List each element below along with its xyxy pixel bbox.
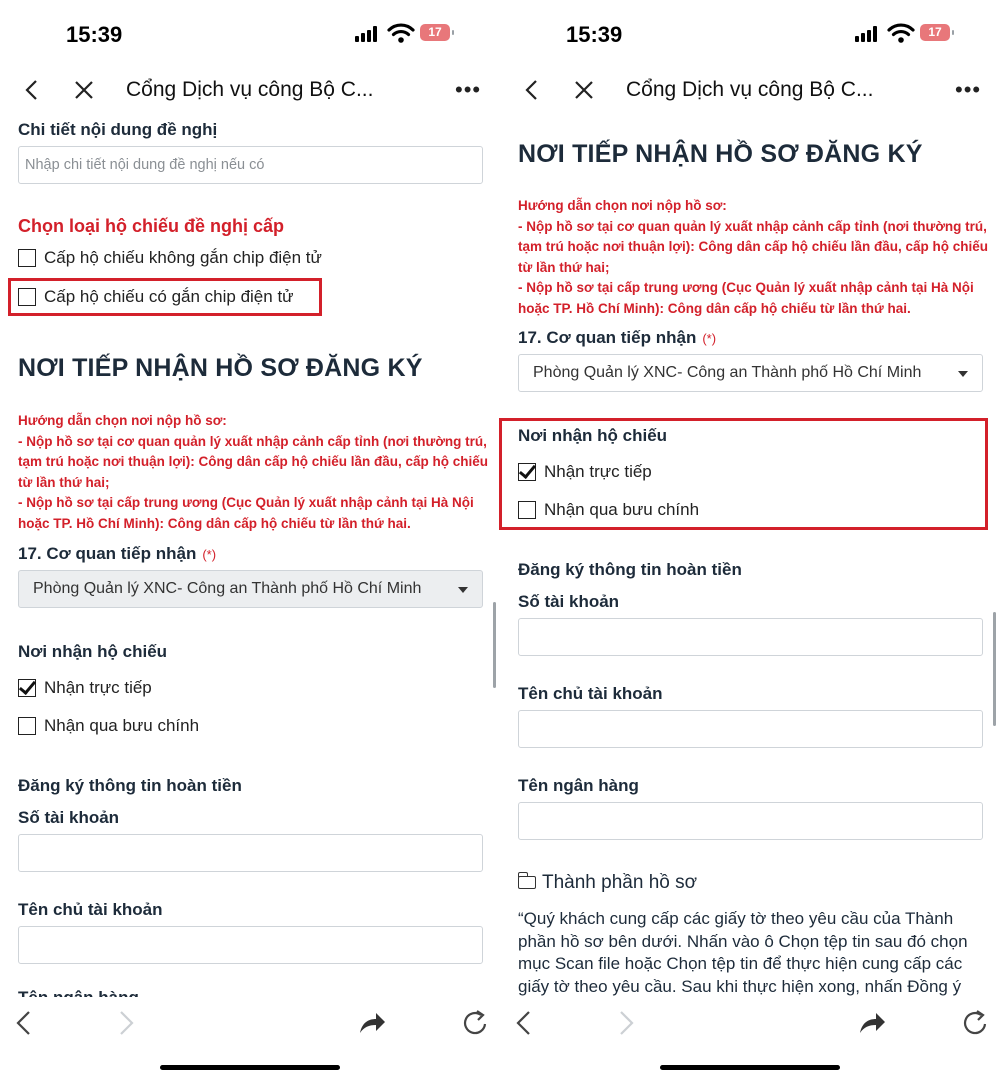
- status-bar: [0, 0, 500, 68]
- home-indicator: [660, 1065, 840, 1070]
- section-heading: NƠI TIẾP NHẬN HỒ SƠ ĐĂNG KÝ: [518, 140, 923, 168]
- documents-instructions: “Quý khách cung cấp các giấy tờ theo yêu cầu của Thành phần hồ sơ bên dưới. Nhấn vào ô Chọn tệp tin sau đó chọn mục Scan file hoặc Chọn tệp tin để thực hiện cung cấp các giấy tờ theo yêu cầu. Sau khi thực hiện xong, nhấn Đồng ý: [518, 909, 968, 996]
- form-content: [500, 112, 1000, 997]
- passport-option-no-chip[interactable]: [18, 248, 322, 268]
- account-holder-field[interactable]: [18, 926, 483, 964]
- chevron-down-icon: [458, 587, 468, 593]
- option-label: Nhận trực tiếp: [544, 462, 652, 481]
- bank-name-input[interactable]: [519, 803, 982, 839]
- wifi-icon: [388, 22, 414, 44]
- back-icon[interactable]: [18, 76, 46, 104]
- agency-select-value: Phòng Quản lý XNC- Công an Thành phố Hồ Chí Minh: [33, 580, 422, 597]
- account-number-label: Số tài khoản: [18, 808, 120, 827]
- refund-heading: Đăng ký thông tin hoàn tiền: [518, 560, 742, 579]
- browser-nav-bar: [0, 68, 500, 112]
- checkbox[interactable]: [518, 501, 536, 519]
- agency-label: 17. Cơ quan tiếp nhận (*): [18, 544, 217, 563]
- account-holder-label: Tên chủ tài khoản: [518, 684, 663, 703]
- browser-toolbar: [500, 997, 1000, 1083]
- browser-nav-bar: [500, 68, 1000, 112]
- receive-label: Nơi nhận hộ chiếu: [518, 426, 668, 445]
- wifi-icon: [888, 22, 914, 44]
- detail-input[interactable]: [19, 147, 482, 183]
- section-heading: NƠI TIẾP NHẬN HỒ SƠ ĐĂNG KÝ: [18, 354, 423, 382]
- agency-select-value: Phòng Quản lý XNC- Công an Thành phố Hồ Chí Minh: [533, 364, 922, 381]
- required-mark: (*): [702, 331, 717, 346]
- receive-option-post[interactable]: [18, 716, 199, 736]
- close-icon[interactable]: [70, 76, 98, 104]
- account-holder-input[interactable]: [519, 711, 982, 747]
- battery-icon: 17: [420, 24, 450, 41]
- account-number-field[interactable]: [518, 618, 983, 656]
- account-number-field[interactable]: [18, 834, 483, 872]
- browser-toolbar: [0, 997, 500, 1083]
- documents-heading: Thành phần hồ sơ: [518, 872, 697, 894]
- agency-label: 17. Cơ quan tiếp nhận (*): [518, 328, 717, 347]
- passport-type-heading: Chọn loại hộ chiếu đề nghị cấp: [18, 216, 285, 236]
- more-icon[interactable]: •••: [455, 77, 482, 102]
- checkbox-checked[interactable]: [18, 679, 36, 697]
- refund-heading: Đăng ký thông tin hoàn tiền: [18, 776, 242, 795]
- option-label: Nhận trực tiếp: [44, 678, 152, 697]
- option-label: Nhận qua bưu chính: [544, 500, 700, 519]
- bank-name-label: Tên ngân hàng: [518, 776, 639, 795]
- chevron-down-icon: [958, 371, 968, 377]
- more-icon[interactable]: •••: [955, 77, 982, 102]
- option-label: Cấp hộ chiếu không gắn chip điện tử: [44, 248, 322, 267]
- guide-text: Hướng dẫn chọn nơi nộp hồ sơ: - Nộp hồ sơ tại cơ quan quản lý xuất nhập cảnh cấp tỉnh (nơi thường trú, tạm trú hoặc nơi thuận lợi): Công dân cấp hộ chiếu lần đầu, cấp hộ chiếu từ lần thứ hai; - Nộp hồ sơ tại cấp trung ương (Cục Quản lý xuất nhập cảnh tại Hà Nội hoặc TP. Hồ Chí Minh): Công dân cấp hộ chiếu từ lần thứ hai.: [518, 198, 988, 316]
- agency-select[interactable]: [518, 354, 983, 392]
- battery-icon: 17: [920, 24, 950, 41]
- share-icon[interactable]: [356, 1007, 388, 1039]
- receive-label: Nơi nhận hộ chiếu: [18, 642, 168, 661]
- form-content: [0, 112, 500, 997]
- share-icon[interactable]: [856, 1007, 888, 1039]
- detail-input-field[interactable]: [18, 146, 483, 184]
- reload-icon[interactable]: [960, 1007, 992, 1039]
- clock: 15:39: [566, 22, 623, 47]
- checkbox[interactable]: [18, 288, 36, 306]
- receive-option-direct[interactable]: [18, 678, 152, 698]
- home-indicator: [160, 1065, 340, 1070]
- folder-icon: [518, 876, 536, 889]
- clock: 15:39: [66, 22, 123, 47]
- option-label: Cấp hộ chiếu có gắn chip điện tử: [44, 287, 294, 306]
- back-icon[interactable]: [518, 76, 546, 104]
- reload-icon[interactable]: [460, 1007, 492, 1039]
- page-title: Cổng Dịch vụ công Bộ C...: [126, 78, 374, 101]
- close-icon[interactable]: [570, 76, 598, 104]
- account-holder-input[interactable]: [19, 927, 482, 963]
- bank-name-field[interactable]: [518, 802, 983, 840]
- account-number-label: Số tài khoản: [518, 592, 620, 611]
- back-arrow-icon[interactable]: [8, 1007, 40, 1039]
- required-mark: (*): [202, 547, 217, 562]
- page-title: Cổng Dịch vụ công Bộ C...: [626, 78, 874, 101]
- detail-label: Chi tiết nội dung đề nghị: [18, 120, 218, 139]
- account-holder-label: Tên chủ tài khoản: [18, 900, 163, 919]
- account-number-input[interactable]: [19, 835, 482, 871]
- status-bar: [500, 0, 1000, 68]
- forward-arrow-icon[interactable]: [610, 1007, 642, 1039]
- receive-option-direct[interactable]: [518, 462, 652, 482]
- checkbox[interactable]: [18, 717, 36, 735]
- account-holder-field[interactable]: [518, 710, 983, 748]
- forward-arrow-icon[interactable]: [110, 1007, 142, 1039]
- scrollbar[interactable]: [993, 612, 996, 726]
- back-arrow-icon[interactable]: [508, 1007, 540, 1039]
- passport-option-with-chip[interactable]: [18, 287, 294, 307]
- checkbox-checked[interactable]: [518, 463, 536, 481]
- cellular-signal-icon: [355, 26, 381, 42]
- receive-option-post[interactable]: [518, 500, 699, 520]
- option-label: Nhận qua bưu chính: [44, 716, 200, 735]
- account-number-input[interactable]: [519, 619, 982, 655]
- scrollbar[interactable]: [493, 602, 496, 688]
- agency-select[interactable]: [18, 570, 483, 608]
- guide-text: Hướng dẫn chọn nơi nộp hồ sơ: - Nộp hồ sơ tại cơ quan quản lý xuất nhập cảnh cấp tỉnh (nơi thường trú, tạm trú hoặc nơi thuận lợi): Công dân cấp hộ chiếu lần đầu, cấp hộ chiếu từ lần thứ hai; - Nộp hồ sơ tại cấp trung ương (Cục Quản lý xuất nhập cảnh tại Hà Nội hoặc TP. Hồ Chí Minh): Công dân cấp hộ chiếu từ lần thứ hai.: [18, 413, 488, 531]
- cellular-signal-icon: [855, 26, 881, 42]
- right-screenshot: [500, 0, 1000, 1083]
- checkbox[interactable]: [18, 249, 36, 267]
